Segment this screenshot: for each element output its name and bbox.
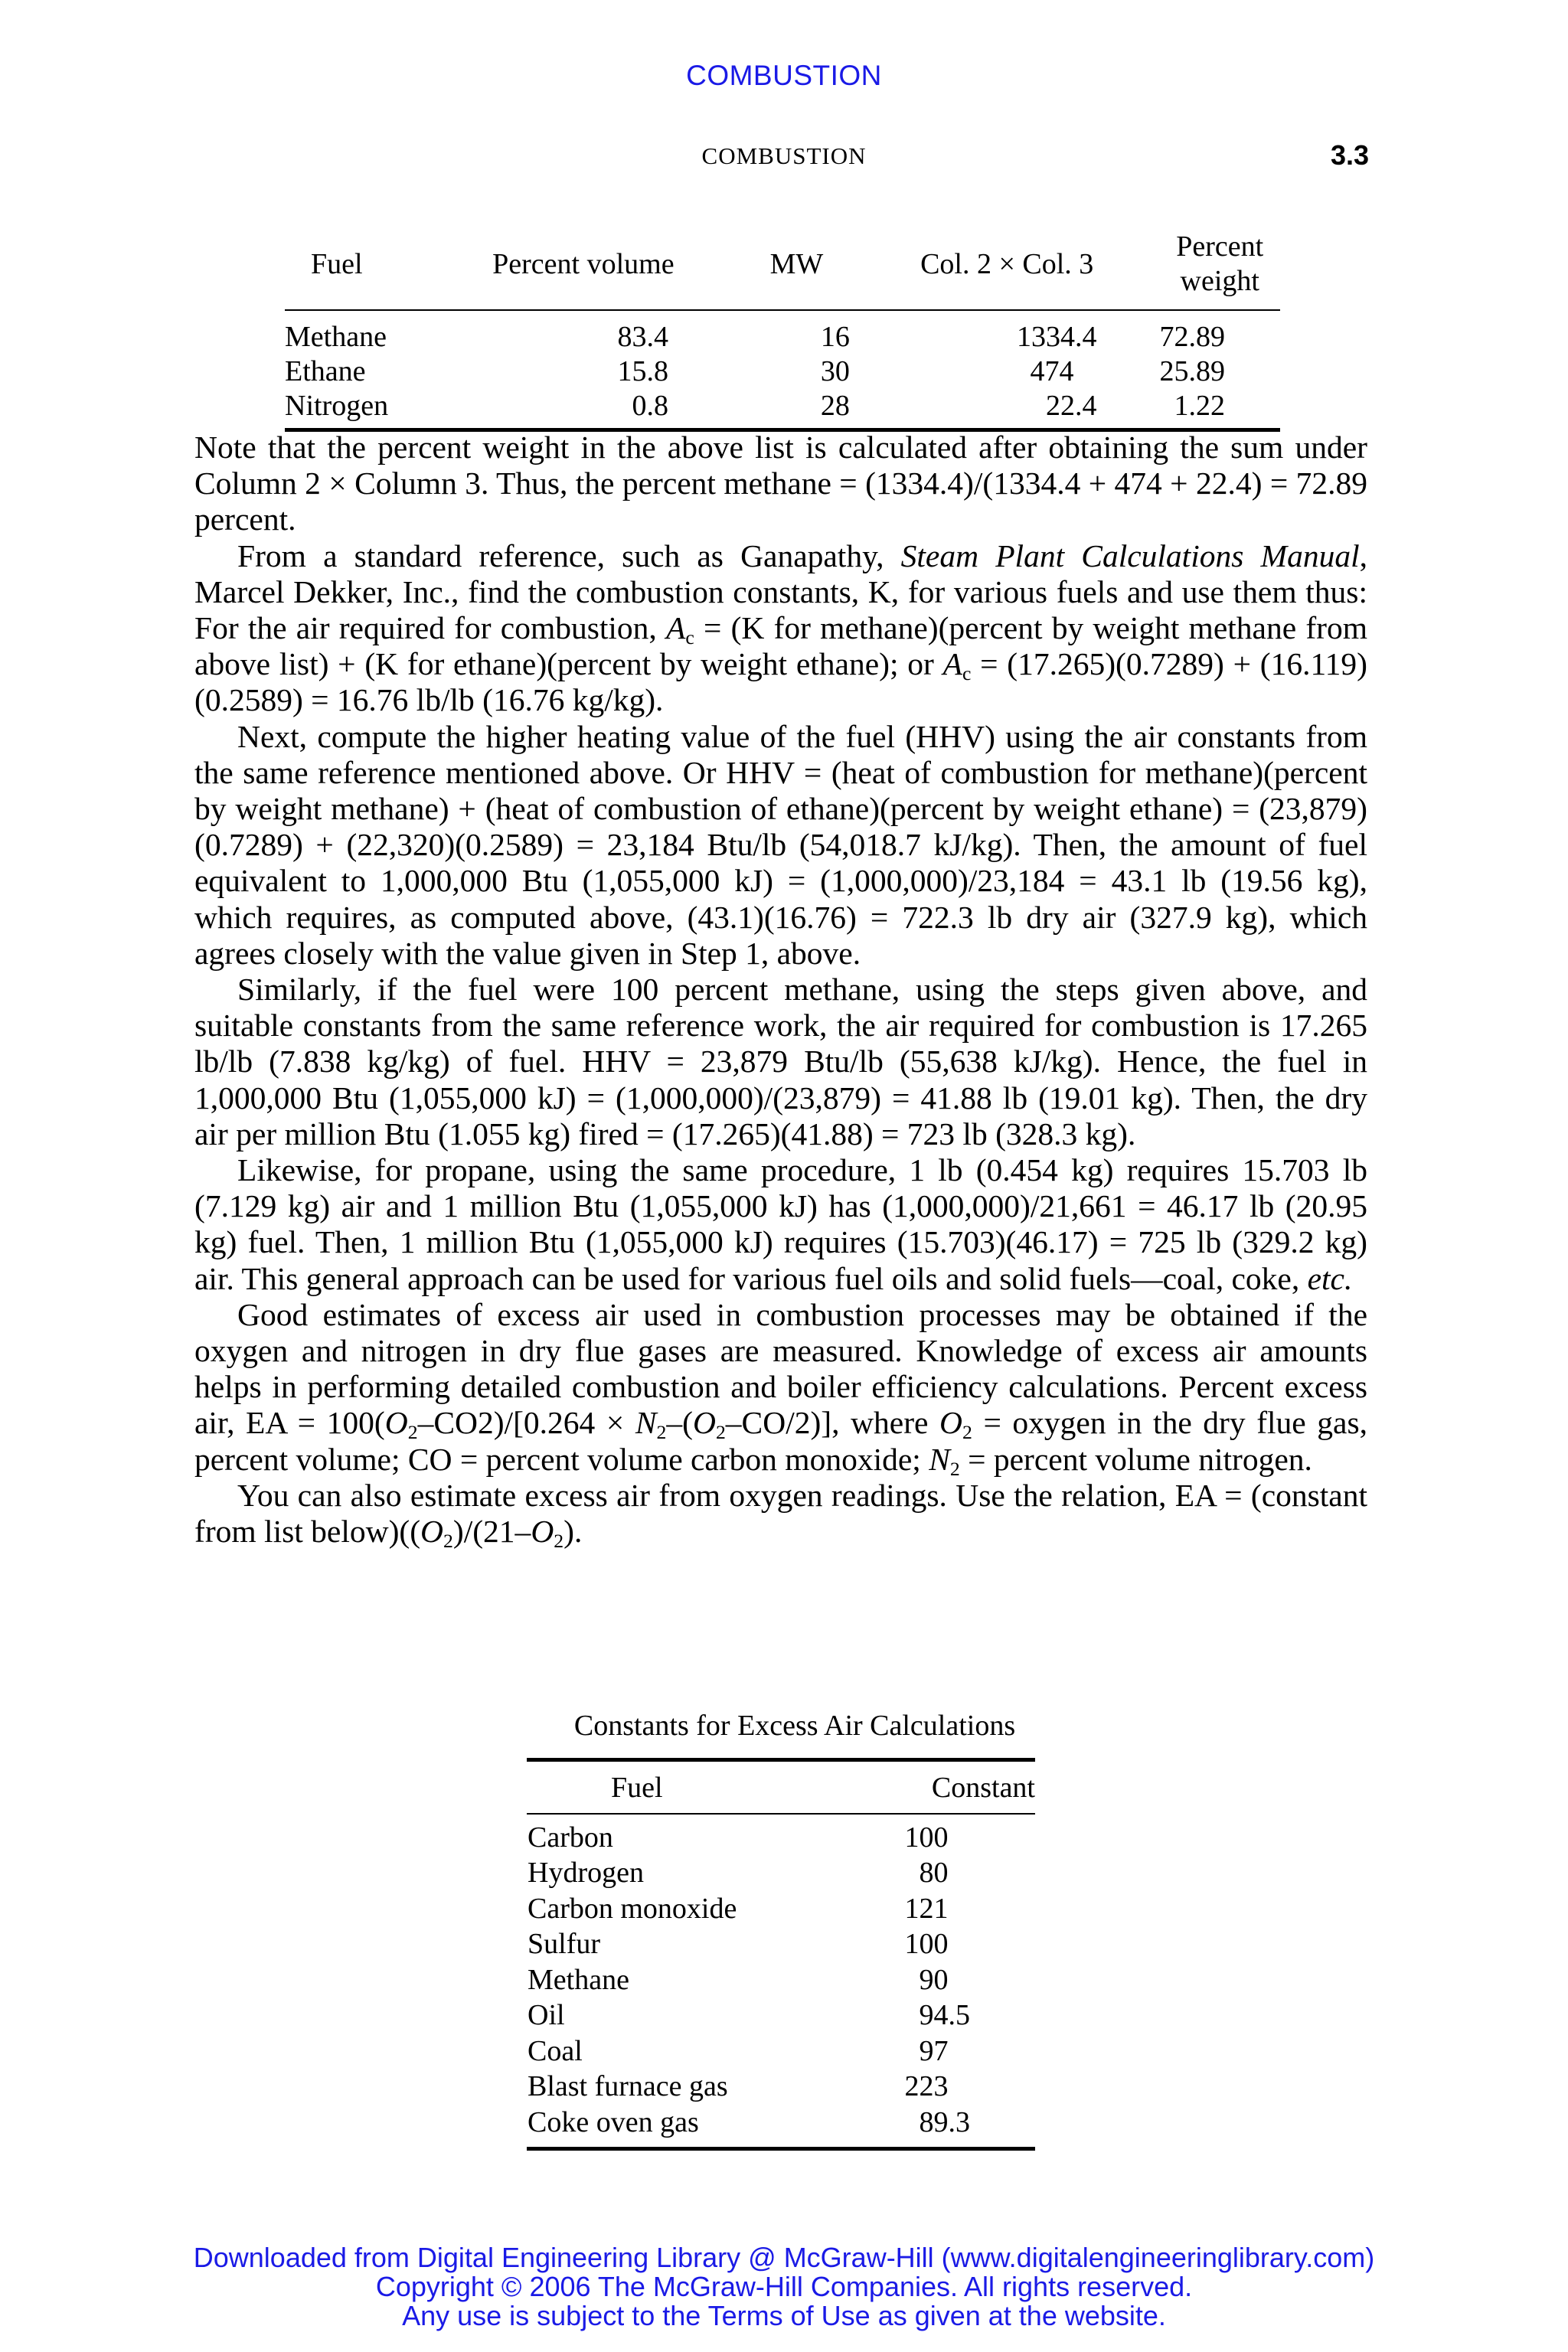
paragraph: Note that the percent weight in the above list is calculated after obtaining the sum under Column 2 × Column 3. Thus, the percent methane = (1334.4)/(1334.4 + 474 + 22.4) = 72.89 percent. bbox=[194, 430, 1367, 537]
table-cell: Sulfur bbox=[528, 1928, 600, 1960]
table-row bbox=[527, 1855, 1035, 1891]
table-row bbox=[527, 1891, 1035, 1927]
book-title: Steam Plant Calculations Manual bbox=[900, 537, 1360, 573]
download-source-link[interactable]: Downloaded from Digital Engineering Library @ McGraw-Hill (www.digitalengineeringlibrary.com) bbox=[193, 2242, 1375, 2273]
table-row bbox=[527, 1962, 1035, 1998]
table-cell: 121 bbox=[904, 1892, 949, 1925]
table-header-row bbox=[285, 224, 1280, 310]
body-text bbox=[194, 430, 1367, 1553]
paragraph: Similarly, if the fuel were 100 percent methane, using the steps given above, and suitable constants from the same reference work, the air required for combustion is 17.265 lb/lb (7.838 kg/kg) of fuel. HHV = 23,879 Btu/lb (55,638 kJ/kg). Hence, the fuel in 1,000,000 Btu (1,055,000 kJ) = (1,000,000)/(23,879) = 41.88 lb (19.01 kg). Then, the dry air per million Btu (1.055 kg) fired = (17.265)(41.88) = 723 lb (328.3 kg). bbox=[194, 972, 1367, 1152]
column-header-fuel: Fuel bbox=[527, 1760, 848, 1814]
table-cell: 80 bbox=[919, 1857, 949, 1889]
table-header-row bbox=[527, 1760, 1035, 1814]
column-header-mw: MW bbox=[739, 224, 854, 310]
column-header-percent-weight: Percent weight bbox=[1160, 224, 1281, 310]
table-row bbox=[285, 354, 1280, 389]
running-head: COMBUSTION bbox=[701, 142, 867, 169]
paragraph: From a standard reference, such as Ganapathy, Steam Plant Calculations Manual, Marcel Dekker, Inc., find the combustion constants, K, for various fuels and use them thus: For the air required for combustion, $A_c = (K$ for methane)(percent by weight methane from above list) + (K for ethane)(percent by weight ethane); or $A_c = (17.265)(0.7289) + (16.119)(0.2589) = 16.76$ lb/lb (16.76 kg/kg). bbox=[194, 537, 1367, 718]
table-cell: 1334.4 bbox=[1017, 321, 1097, 353]
table-cell: 30 bbox=[820, 355, 850, 387]
table-cell: Methane bbox=[528, 1963, 629, 1996]
table-row bbox=[285, 310, 1280, 354]
table-cell: Carbon monoxide bbox=[528, 1892, 737, 1925]
table-cell: 15.8 bbox=[617, 355, 669, 387]
table-cell: 89.3 bbox=[848, 2105, 1035, 2149]
table-cell: 90 bbox=[919, 1963, 949, 1996]
paragraph: Good estimates of excess air used in combustion processes may be obtained if the oxygen and nitrogen in dry flue gases are measured. Knowledge of excess air amounts helps in performing detailed combustion and boiler efficiency calculations. Percent excess air, EA = $100(O_2-CO2)/[0.264 \times N_2-(O_2-CO/2)]$, where $O_2$ = oxygen in the dry flue gas, percent volume; CO = percent volume carbon monoxide; $N_2$ = percent volume nitrogen. bbox=[194, 1296, 1367, 1480]
table-cell: 0.8 bbox=[428, 389, 739, 430]
table-cell: Coke oven gas bbox=[527, 2105, 848, 2149]
table-cell: 100 bbox=[904, 1821, 949, 1854]
table-row bbox=[527, 2034, 1035, 2069]
excess-air-constants-table bbox=[527, 1758, 1035, 2151]
table-cell: Coal bbox=[528, 2034, 583, 2067]
table-cell: 1.22 bbox=[1160, 389, 1281, 430]
chapter-link[interactable]: COMBUSTION bbox=[686, 60, 882, 91]
table-cell: Blast furnace gas bbox=[528, 2070, 728, 2102]
table-cell: 223 bbox=[904, 2070, 949, 2102]
table-cell: 16 bbox=[820, 321, 850, 353]
table-cell: 97 bbox=[919, 2034, 949, 2067]
table-cell: 94.5 bbox=[919, 1999, 970, 2031]
table-cell: 83.4 bbox=[617, 321, 669, 353]
copyright-line: Copyright © 2006 The McGraw-Hill Companies. All rights reserved. bbox=[375, 2271, 1193, 2302]
table-cell: Carbon bbox=[528, 1821, 613, 1854]
column-header-percent-volume: Percent volume bbox=[428, 224, 739, 310]
table-row bbox=[527, 1998, 1035, 2034]
table-cell: 28 bbox=[739, 389, 854, 430]
paragraph: You can also estimate excess air from oxygen readings. Use the relation, EA = (constant from list $below)((O_2)/(21-O_2)$. bbox=[194, 1477, 1367, 1553]
table-row bbox=[527, 1926, 1035, 1962]
table-cell: Oil bbox=[528, 1999, 565, 2031]
table-cell: Nitrogen bbox=[285, 389, 428, 430]
paragraph: Next, compute the higher heating value of the fuel (HHV) using the air constants from the same reference mentioned above. Or HHV = (heat of combustion for methane)(percent by weight methane) + (heat of combustion of ethane)(percent by weight ethane) = (23,879)(0.7289) + (22,320)(0.2589) = 23,184 Btu/lb (54,018.7 kJ/kg). Then, the amount of fuel equivalent to 1,000,000 Btu (1,055,000 kJ) = (1,000,000)/23,184 = 43.1 lb (19.56 kg), which requires, as computed above, (43.1)(16.76) = 722.3 lb dry air (327.9 kg), which agrees closely with the value given in Step 1, above. bbox=[194, 718, 1367, 971]
table-caption: Constants for Excess Air Calculations bbox=[573, 1710, 1016, 1742]
table-cell: 25.89 bbox=[1159, 355, 1225, 387]
table-row bbox=[527, 2105, 1035, 2149]
copyright-footer bbox=[0, 2243, 1568, 2331]
column-header-constant: Constant bbox=[848, 1760, 1035, 1814]
table-row bbox=[527, 2069, 1035, 2105]
table-row bbox=[285, 389, 1280, 430]
table-cell: 474 bbox=[1030, 355, 1074, 387]
table-row bbox=[527, 1814, 1035, 1856]
table-cell: Ethane bbox=[285, 355, 366, 387]
table-cell: 100 bbox=[904, 1928, 949, 1960]
page-number: 3.3 bbox=[1331, 139, 1370, 171]
column-header-col2-x-col3: Col. 2 × Col. 3 bbox=[854, 224, 1160, 310]
table-cell: 22.4 bbox=[854, 389, 1160, 430]
fuel-composition-table bbox=[285, 224, 1280, 432]
table-cell: 72.89 bbox=[1159, 321, 1225, 353]
table-cell: Hydrogen bbox=[528, 1857, 644, 1889]
terms-of-use-line[interactable]: Any use is subject to the Terms of Use as given at the website. bbox=[402, 2300, 1166, 2331]
paragraph: Likewise, for propane, using the same procedure, 1 lb (0.454 kg) requires 15.703 lb (7.129 kg) air and 1 million Btu (1,055,000 kJ) has (1,000,000)/21,661 = 46.17 lb (20.95 kg) fuel. Then, 1 million Btu (1,055,000 kJ) requires (15.703)(46.17) = 725 lb (329.2 kg) air. This general approach can be used for various fuel oils and solid fuels—coal, coke, etc. bbox=[194, 1152, 1367, 1296]
table-cell: Methane bbox=[285, 321, 387, 353]
column-header-fuel: Fuel bbox=[285, 224, 428, 310]
